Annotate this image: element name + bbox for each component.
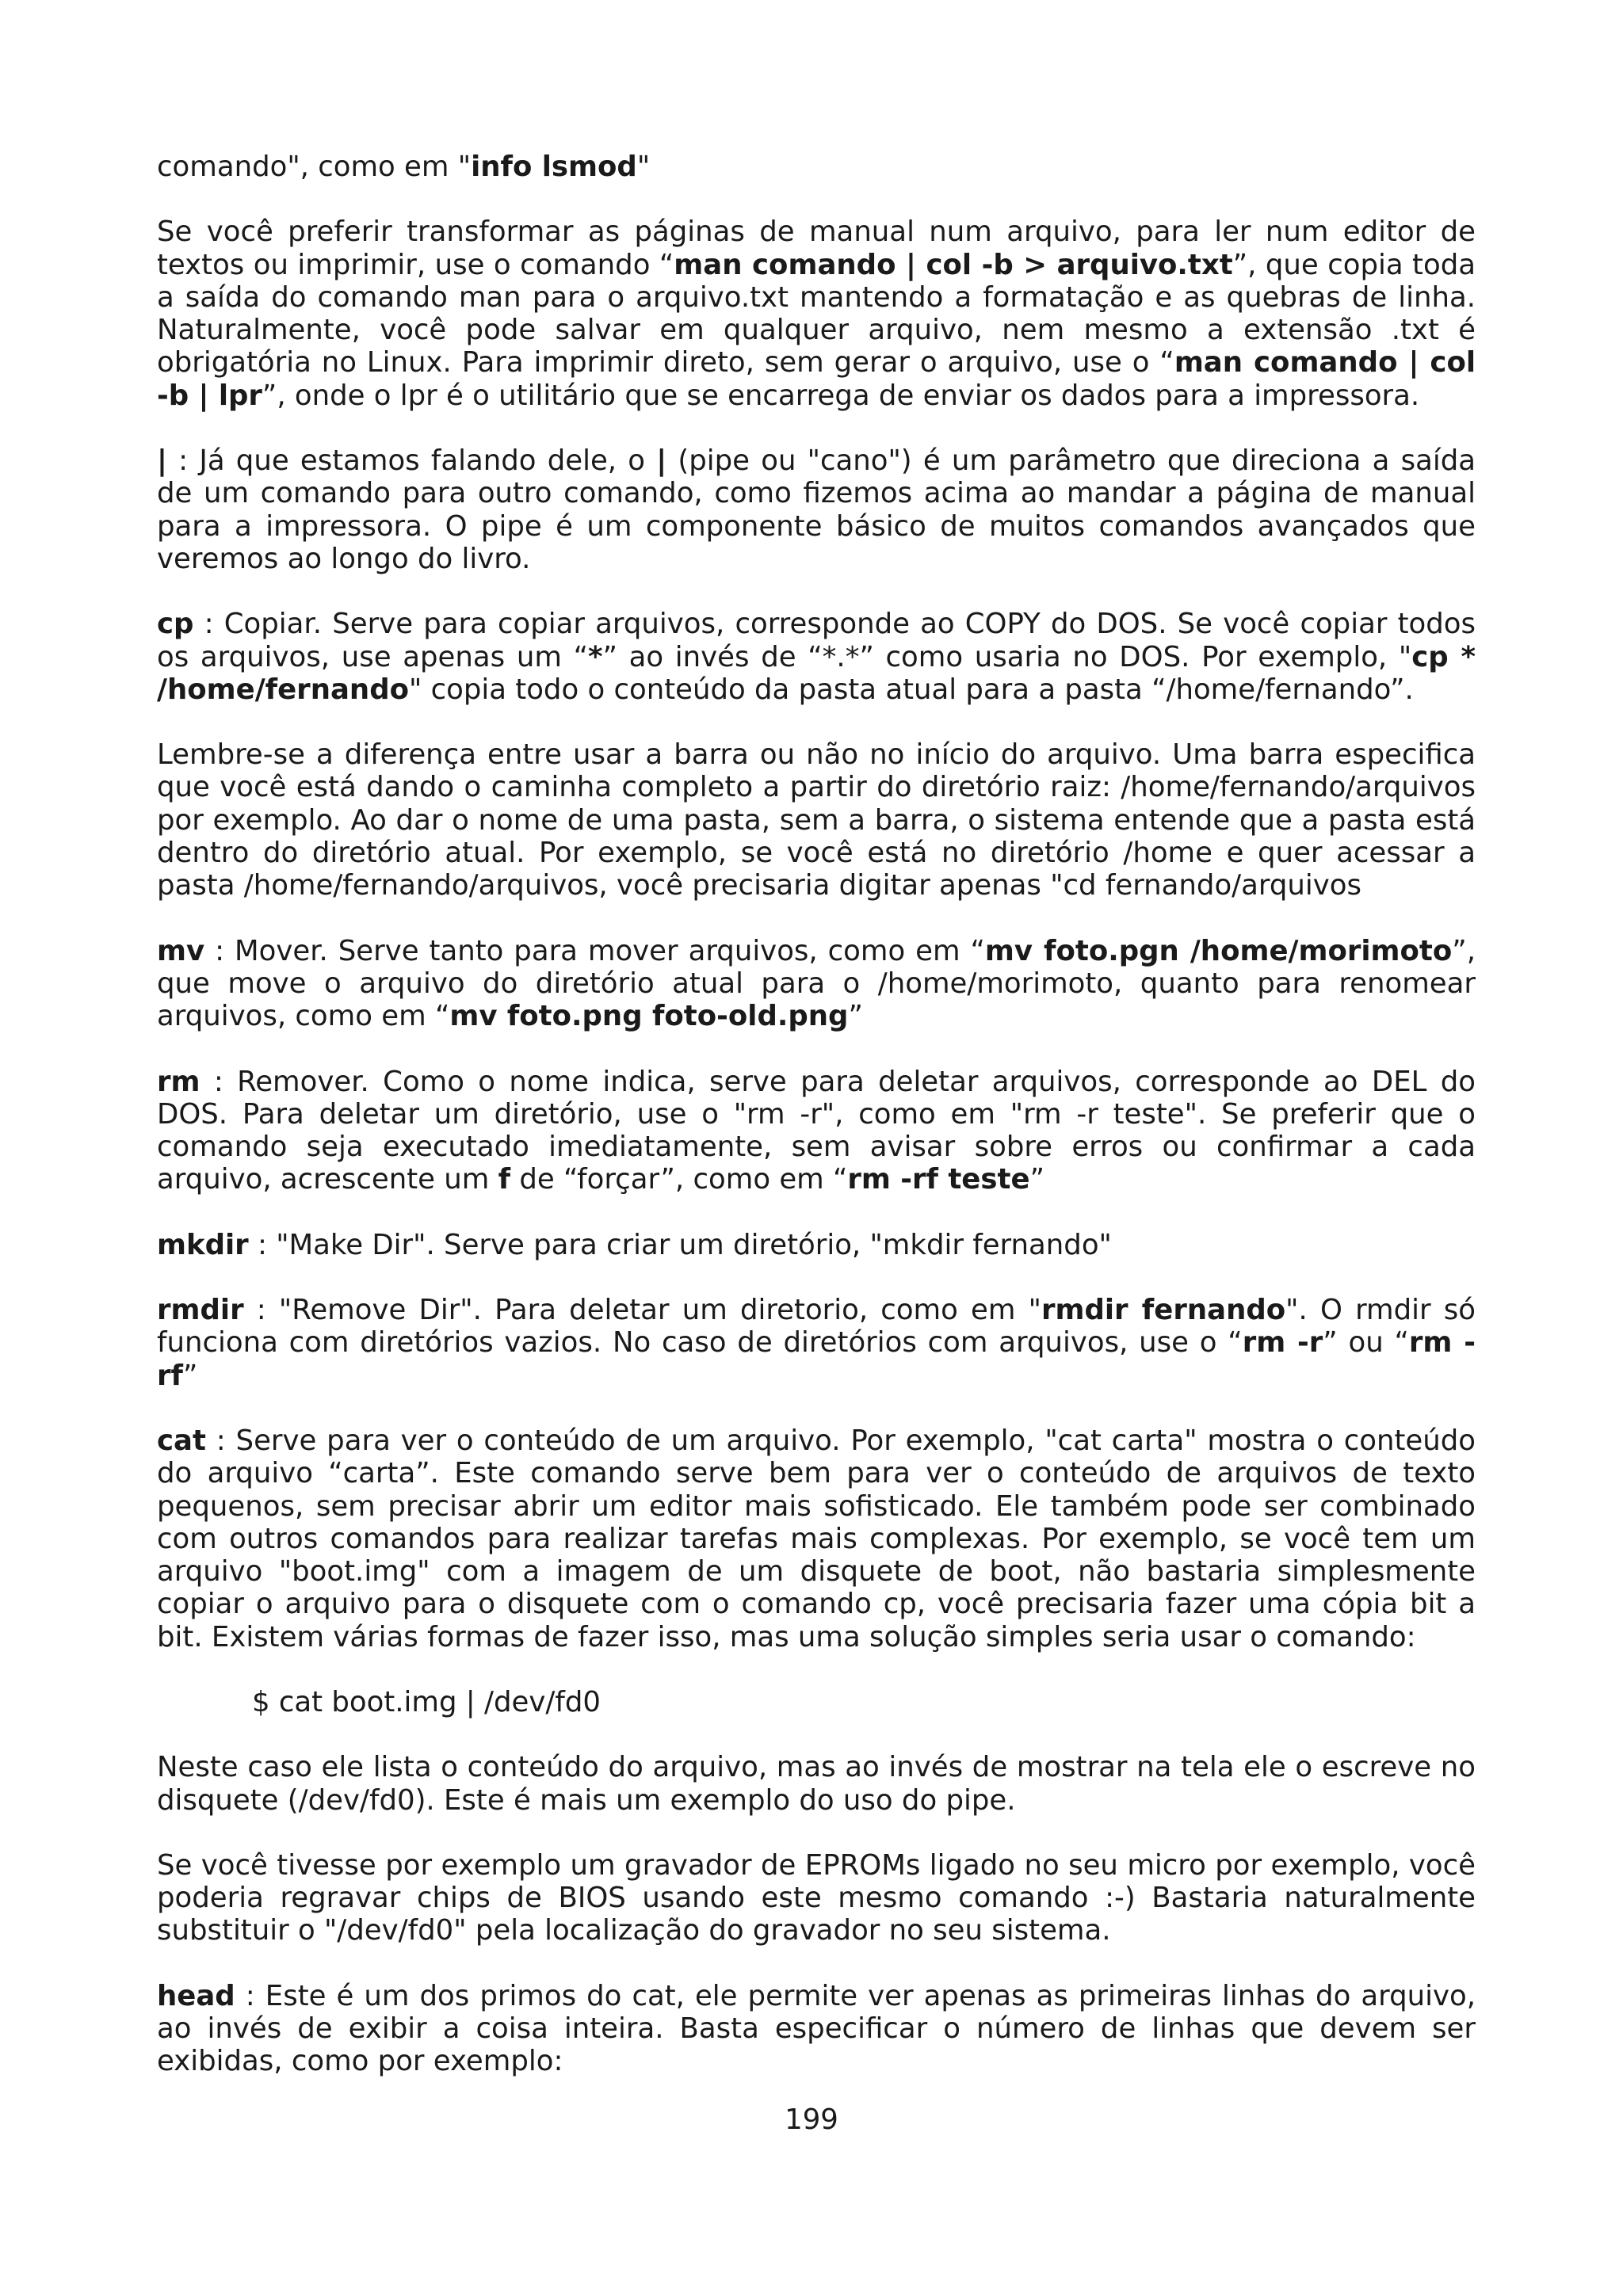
text-run: ” ou “ <box>1323 1326 1409 1360</box>
text-run: Neste caso ele lista o conteúdo do arquivo, mas ao invés de mostrar na tela ele o escreve no disquete (/dev/fd0). Este é mais um exemplo do uso do pipe. <box>157 1751 1476 1817</box>
text-run: Lembre-se a diferença entre usar a barra ou não no início do arquivo. Uma barra especifica que você está dando o caminha completo a partir do diretório raiz: /home/fernando/arquivos por exemplo. Ao dar o nome de uma pasta, sem a barra, o sistema entende que a pasta está dentro do diretório atual. Por exemplo, se você está no diretório /home e quer acessar a pasta /home/fernando/arquivos, você precisaria digitar apenas "cd fernando/arquivos <box>157 738 1476 902</box>
bold-term: rm -r <box>1242 1326 1323 1360</box>
text-run: Se você tivesse por exemplo um gravador de EPROMs ligado no seu micro por exemplo, você poderia regravar chips de BIOS usando este mesmo comando :-) Bastaria naturalmente substituir o "/dev/fd0" pela localização do gravador no seu sistema. <box>157 1848 1476 1947</box>
text-run: ” <box>1029 1163 1044 1196</box>
bold-term: man comando | col -b | lpr <box>157 346 1476 412</box>
text-run: : "Make Dir". Serve para criar um diretório, "mkdir fernando" <box>248 1228 1112 1261</box>
text-run: : Remover. Como o nome indica, serve para deletar arquivos, corresponde ao DEL do DOS. Para deletar um diretório, use o "rm -r", como em "rm -r teste". Se preferir que o comando seja executado imediatamente, sem avisar sobre erros ou confirmar a cada arquivo, acrescente um <box>157 1065 1476 1196</box>
paragraph-info <box>157 151 1476 183</box>
bold-term: head <box>157 1979 235 2012</box>
paragraph-mkdir <box>157 1229 1476 1261</box>
text-run: ”, que copia toda a saída do comando man para o arquivo.txt mantendo a formatação e as quebras de linha. Naturalmente, você pode salvar em qualquer arquivo, nem mesmo a extensão .txt é obrigatória no Linux. Para imprimir direto, sem gerar o arquivo, use o “ <box>157 248 1476 379</box>
paragraph-cat <box>157 1425 1476 1653</box>
bold-term: | <box>157 444 167 478</box>
bold-term: mkdir <box>157 1228 249 1261</box>
paragraph-cp <box>157 608 1476 706</box>
text-run: : Serve para ver o conteúdo de um arquivo. Por exemplo, "cat carta" mostra o conteúdo do arquivo “carta”. Este comando serve bem para ver o conteúdo de arquivos de texto pequenos, sem precisar abrir um editor mais sofisticado. Ele também pode ser combinado com outros comandos para realizar tarefas mais complexas. Por exemplo, se você tem um arquivo "boot.img" com a imagem de um disquete de boot, não bastaria simplesmente copiar o arquivo para o disquete com o comando cp, você precisaria fazer uma cópia bit a bit. Existem várias formas de fazer isso, mas uma solução simples seria usar o comando: <box>157 1424 1476 1653</box>
bold-term: man comando | col -b > arquivo.txt <box>674 248 1233 281</box>
bold-term: * <box>587 640 603 673</box>
text-run: " <box>636 151 651 183</box>
bold-term: rmdir fernando <box>1041 1294 1286 1327</box>
text-run: (pipe ou "cano") é um parâmetro que direciona a saída de um comando para outro comando, como fizemos acima ao mandar a página de manual para a impressora. O pipe é um componente básico de muitos comandos avançados que veremos ao longo do livro. <box>157 444 1476 575</box>
text-run: ” <box>182 1359 198 1392</box>
paragraph-rm <box>157 1066 1476 1196</box>
bold-term: cat <box>157 1424 206 1457</box>
paragraph-mv <box>157 935 1476 1033</box>
bold-term: f <box>498 1163 511 1196</box>
text-run: : Mover. Serve tanto para mover arquivos, como em “ <box>204 934 985 967</box>
bold-term: info lsmod <box>471 151 637 183</box>
bold-term: mv <box>157 934 205 967</box>
page-number: 199 <box>785 2103 838 2136</box>
text-run: " copia todo o conteúdo da pasta atual para a pasta “/home/fernando”. <box>409 673 1414 706</box>
paragraph-eprom <box>157 1849 1476 1947</box>
text-run: comando", como em " <box>157 151 472 183</box>
text-run: ” ao invés de “*.*” como usaria no DOS. Por exemplo, " <box>602 640 1412 673</box>
bold-term: rm -rf <box>157 1326 1476 1392</box>
bold-term: rm -rf teste <box>847 1163 1030 1196</box>
text-run: ”, que move o arquivo do diretório atual para o /home/morimoto, quanto para renomear arquivos, como em “ <box>157 934 1476 1033</box>
paragraph-man-file <box>157 215 1476 412</box>
bold-term: cp <box>157 608 194 641</box>
bold-term: rm <box>157 1065 200 1098</box>
text-run: : Este é um dos primos do cat, ele permite ver apenas as primeiras linhas do arquivo, ao invés de exibir a coisa inteira. Basta especificar o número de linhas que devem ser exibidas, como por exemplo: <box>157 1979 1476 2078</box>
paragraph-rmdir <box>157 1294 1476 1392</box>
bold-term: | <box>656 444 667 478</box>
paragraph-barra <box>157 738 1476 902</box>
bold-term: mv foto.pgn /home/morimoto <box>984 934 1453 967</box>
text-run: ". O rmdir só funciona com diretórios vazios. No caso de diretórios com arquivos, use o “ <box>157 1294 1476 1360</box>
paragraph-pipe <box>157 444 1476 575</box>
paragraph-neste <box>157 1751 1476 1817</box>
text-run: Se você preferir transformar as páginas de manual num arquivo, para ler num editor de textos ou imprimir, use o comando “ <box>157 215 1476 281</box>
bold-term: rmdir <box>157 1294 244 1327</box>
text-run: ”, onde o lpr é o utilitário que se encarrega de enviar os dados para a impressora. <box>262 379 1420 412</box>
paragraph-head <box>157 1980 1476 2078</box>
text-run: $ cat boot.img | /dev/fd0 <box>252 1685 601 1718</box>
code-example <box>157 1686 1476 1718</box>
text-run: : Copiar. Serve para copiar arquivos, corresponde ao COPY do DOS. Se você copiar todos os arquivos, use apenas um “ <box>157 608 1476 673</box>
bold-term: mv foto.png foto-old.png <box>449 1000 849 1033</box>
text-run: ” <box>848 1000 863 1033</box>
bold-term: cp * /home/fernando <box>157 640 1476 706</box>
text-run: : Já que estamos falando dele, o <box>166 444 657 478</box>
text-run: : "Remove Dir". Para deletar um diretorio, como em " <box>243 1294 1041 1327</box>
document-body <box>157 151 1476 2111</box>
text-run: de “forçar”, como em “ <box>510 1163 848 1196</box>
